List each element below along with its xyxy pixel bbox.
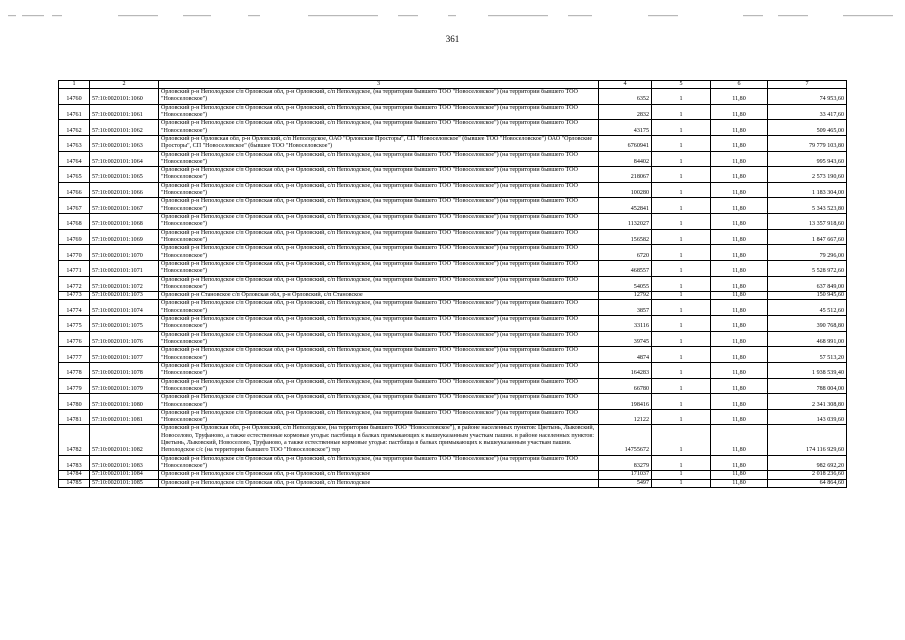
rate-cell: 11,80 <box>711 198 768 214</box>
table-row <box>59 214 847 230</box>
area-cell: 218067 <box>599 167 652 183</box>
quantity-cell: 1 <box>652 316 711 332</box>
cadastral-number-cell: 57:10:0020101:1069 <box>90 229 159 245</box>
table-row <box>59 394 847 410</box>
total-value-cell: 1 183 304,00 <box>768 182 847 198</box>
rate-cell: 11,80 <box>711 292 768 300</box>
total-value-cell: 64 864,60 <box>768 479 847 487</box>
table-row <box>59 229 847 245</box>
total-value-cell: 79 296,00 <box>768 245 847 261</box>
row-number-cell: 14773 <box>59 292 90 300</box>
row-number-cell: 14774 <box>59 300 90 316</box>
address-cell: Орловский р-н Неполодское с/п Орловская обл, р-н Орловский, с/п Неполодское, (на территории бывшего ТОО "Новоселовское") (на территории бывшего ТОО "Новоселовское") <box>159 394 599 410</box>
rate-cell: 11,80 <box>711 245 768 261</box>
column-header: 1 <box>59 81 90 89</box>
rate-cell: 11,80 <box>711 378 768 394</box>
total-value-cell: 13 357 918,60 <box>768 214 847 230</box>
area-cell: 83279 <box>599 455 652 471</box>
cadastral-number-cell: 57:10:0020101:1070 <box>90 245 159 261</box>
rate-cell: 11,80 <box>711 260 768 276</box>
address-cell: Орловский р-н Неполодское с/п Орловская обл, р-н Орловский, с/п Неполодское, (на территории бывшего ТОО "Новоселовское") (на территории бывшего ТОО "Новоселовское") <box>159 316 599 332</box>
address-cell: Орловский р-н Неполодское с/п Орловская обл, р-н Орловский, с/п Неполодское, (на территории бывшего ТОО "Новоселовское") (на территории бывшего ТОО "Новоселовское") <box>159 260 599 276</box>
table-row <box>59 167 847 183</box>
table-row <box>59 316 847 332</box>
row-number-cell: 14785 <box>59 479 90 487</box>
rate-cell: 11,80 <box>711 182 768 198</box>
quantity-cell: 1 <box>652 214 711 230</box>
row-number-cell: 14772 <box>59 276 90 292</box>
area-cell: 156582 <box>599 229 652 245</box>
row-number-cell: 14776 <box>59 331 90 347</box>
row-number-cell: 14768 <box>59 214 90 230</box>
total-value-cell: 143 039,60 <box>768 409 847 425</box>
address-cell: Орловский р-н Неполодское с/п Орловская обл, р-н Орловский, с/п Неполодское, (на территории бывшего ТОО "Новоселовское") (на территории бывшего ТОО "Новоселовское") <box>159 245 599 261</box>
rate-cell: 11,80 <box>711 394 768 410</box>
total-value-cell: 995 943,60 <box>768 151 847 167</box>
total-value-cell: 2 573 190,60 <box>768 167 847 183</box>
area-cell: 6760941 <box>599 135 652 151</box>
cadastral-number-cell: 57:10:0020101:1082 <box>90 425 159 455</box>
table-row <box>59 120 847 136</box>
table-body <box>59 89 847 488</box>
table-row <box>59 182 847 198</box>
address-cell: Орловский р-н Орловская обл, р-н Орловский, с/п Неполодское, (на территории бывшего ТОО "Новоселовское"), в районе населенных пунктов: Цветынь, Лыковский, Новоселово, Труфаново, а также естественные кормовые угодья: пастбища в балках примыкающих к вышеуказанным участкам пашни. в районе населенных пунктов: Цветынь, Лыковский, Новоселово, Труфаново, а также естественные кормовые угодья: пастбища в балках примыкающих к вышеуказанным участкам пашни. Неполодское с/с (на территории бывшего ТОО "Новоселовское") тер <box>159 425 599 455</box>
address-cell: Орловский р-н Неполодское с/п Орловская обл, р-н Орловский, с/п Неполодское, (на территории бывшего ТОО "Новоселовское") (на территории бывшего ТОО "Новоселовское") <box>159 229 599 245</box>
quantity-cell: 1 <box>652 425 711 455</box>
row-number-cell: 14778 <box>59 362 90 378</box>
cadastral-number-cell: 57:10:0020101:1062 <box>90 120 159 136</box>
column-header: 6 <box>711 81 768 89</box>
rate-cell: 11,80 <box>711 455 768 471</box>
rate-cell: 11,80 <box>711 167 768 183</box>
address-cell: Орловский р-н Становское с/п Орловская обл, р-н Орловский, с/п Становское <box>159 292 599 300</box>
total-value-cell: 468 991,00 <box>768 331 847 347</box>
row-number-cell: 14771 <box>59 260 90 276</box>
rate-cell: 11,80 <box>711 120 768 136</box>
area-cell: 12122 <box>599 409 652 425</box>
quantity-cell: 1 <box>652 347 711 363</box>
area-cell: 468557 <box>599 260 652 276</box>
page-number: 361 <box>445 34 460 44</box>
total-value-cell: 2 341 308,80 <box>768 394 847 410</box>
address-cell: Орловский р-н Неполодское с/п Орловская обл, р-н Орловский, с/п Неполодское, (на территории бывшего ТОО "Новоселовское") (на территории бывшего ТОО "Новоселовское") <box>159 104 599 120</box>
cadastral-number-cell: 57:10:0020101:1083 <box>90 455 159 471</box>
total-value-cell: 45 512,60 <box>768 300 847 316</box>
address-cell: Орловский р-н Неполодское с/п Орловская обл, р-н Орловский, с/п Неполодское, (на территории бывшего ТОО "Новоселовское") (на территории бывшего ТОО "Новоселовское") <box>159 378 599 394</box>
address-cell: Орловский р-н Неполодское с/п Орловская обл, р-н Орловский, с/п Неполодское <box>159 479 599 487</box>
rate-cell: 11,80 <box>711 479 768 487</box>
row-number-cell: 14775 <box>59 316 90 332</box>
cadastral-number-cell: 57:10:0020101:1064 <box>90 151 159 167</box>
cadastral-number-cell: 57:10:0020101:1080 <box>90 394 159 410</box>
area-cell: 84402 <box>599 151 652 167</box>
address-cell: Орловский р-н Неполодское с/п Орловская обл, р-н Орловский, с/п Неполодское, (на территории бывшего ТОО "Новоселовское") (на территории бывшего ТОО "Новоселовское") <box>159 276 599 292</box>
quantity-cell: 1 <box>652 409 711 425</box>
address-cell: Орловский р-н Неполодское с/п Орловская обл, р-н Орловский, с/п Неполодское, (на территории бывшего ТОО "Новоселовское") (на территории бывшего ТОО "Новоселовское") <box>159 167 599 183</box>
rate-cell: 11,80 <box>711 471 768 479</box>
row-number-cell: 14760 <box>59 89 90 105</box>
row-number-cell: 14763 <box>59 135 90 151</box>
area-cell: 1132027 <box>599 214 652 230</box>
table-row <box>59 276 847 292</box>
cadastral-number-cell: 57:10:0020101:1068 <box>90 214 159 230</box>
row-number-cell: 14761 <box>59 104 90 120</box>
quantity-cell: 1 <box>652 89 711 105</box>
row-number-cell: 14769 <box>59 229 90 245</box>
cadastral-number-cell: 57:10:0020101:1077 <box>90 347 159 363</box>
address-cell: Орловский р-н Неполодское с/п Орловская обл, р-н Орловский, с/п Неполодское, (на территории бывшего ТОО "Новоселовское") (на территории бывшего ТОО "Новоселовское") <box>159 331 599 347</box>
area-cell: 39745 <box>599 331 652 347</box>
cadastral-number-cell: 57:10:0020101:1071 <box>90 260 159 276</box>
table-row <box>59 362 847 378</box>
address-cell: Орловский р-н Неполодское с/п Орловская обл, р-н Орловский, с/п Неполодское, (на территории бывшего ТОО "Новоселовское") (на территории бывшего ТОО "Новоселовское") <box>159 120 599 136</box>
cadastral-number-cell: 57:10:0020101:1085 <box>90 479 159 487</box>
total-value-cell: 2 018 236,60 <box>768 471 847 479</box>
row-number-cell: 14781 <box>59 409 90 425</box>
area-cell: 3857 <box>599 300 652 316</box>
address-cell: Орловский р-н Неполодское с/п Орловская обл, р-н Орловский, с/п Неполодское, (на территории бывшего ТОО "Новоселовское") (на территории бывшего ТОО "Новоселовское") <box>159 362 599 378</box>
area-cell: 6720 <box>599 245 652 261</box>
table-row <box>59 378 847 394</box>
table-row <box>59 455 847 471</box>
row-number-cell: 14784 <box>59 471 90 479</box>
row-number-cell: 14770 <box>59 245 90 261</box>
quantity-cell: 1 <box>652 479 711 487</box>
row-number-cell: 14782 <box>59 425 90 455</box>
total-value-cell: 5 528 972,60 <box>768 260 847 276</box>
total-value-cell: 1 847 667,60 <box>768 229 847 245</box>
rate-cell: 11,80 <box>711 104 768 120</box>
area-cell: 2832 <box>599 104 652 120</box>
area-cell: 4874 <box>599 347 652 363</box>
quantity-cell: 1 <box>652 471 711 479</box>
quantity-cell: 1 <box>652 120 711 136</box>
table-row <box>59 198 847 214</box>
quantity-cell: 1 <box>652 245 711 261</box>
table-row <box>59 331 847 347</box>
quantity-cell: 1 <box>652 331 711 347</box>
table-row <box>59 471 847 479</box>
column-header: 4 <box>599 81 652 89</box>
total-value-cell: 5 343 523,80 <box>768 198 847 214</box>
rate-cell: 11,80 <box>711 362 768 378</box>
address-cell: Орловский р-н Неполодское с/п Орловская обл, р-н Орловский, с/п Неполодское, (на территории бывшего ТОО "Новоселовское") (на территории бывшего ТОО "Новоселовское") <box>159 151 599 167</box>
row-number-cell: 14764 <box>59 151 90 167</box>
address-cell: Орловский р-н Неполодское с/п Орловская обл, р-н Орловский, с/п Неполодское, (на территории бывшего ТОО "Новоселовское") (на территории бывшего ТОО "Новоселовское") <box>159 214 599 230</box>
row-number-cell: 14780 <box>59 394 90 410</box>
area-cell: 14755672 <box>599 425 652 455</box>
area-cell: 198416 <box>599 394 652 410</box>
quantity-cell: 1 <box>652 151 711 167</box>
rate-cell: 11,80 <box>711 347 768 363</box>
area-cell: 5497 <box>599 479 652 487</box>
quantity-cell: 1 <box>652 378 711 394</box>
quantity-cell: 1 <box>652 167 711 183</box>
address-cell: Орловский р-н Неполодское с/п Орловская обл, р-н Орловский, с/п Неполодское, (на территории бывшего ТОО "Новоселовское") (на территории бывшего ТОО "Новоселовское") <box>159 300 599 316</box>
quantity-cell: 1 <box>652 362 711 378</box>
row-number-cell: 14762 <box>59 120 90 136</box>
rate-cell: 11,80 <box>711 276 768 292</box>
quantity-cell: 1 <box>652 292 711 300</box>
cadastral-number-cell: 57:10:0020101:1076 <box>90 331 159 347</box>
area-cell: 33116 <box>599 316 652 332</box>
table-row <box>59 347 847 363</box>
table-row <box>59 245 847 261</box>
cadastral-number-cell: 57:10:0020101:1061 <box>90 104 159 120</box>
row-number-cell: 14777 <box>59 347 90 363</box>
table-row <box>59 479 847 487</box>
cadastral-number-cell: 57:10:0020101:1073 <box>90 292 159 300</box>
quantity-cell: 1 <box>652 182 711 198</box>
rate-cell: 11,80 <box>711 135 768 151</box>
address-cell: Орловский р-н Неполодское с/п Орловская обл, р-н Орловский, с/п Неполодское, (на территории бывшего ТОО "Новоселовское") (на территории бывшего ТОО "Новоселовское") <box>159 455 599 471</box>
quantity-cell: 1 <box>652 260 711 276</box>
total-value-cell: 982 692,20 <box>768 455 847 471</box>
cadastral-number-cell: 57:10:0020101:1066 <box>90 182 159 198</box>
area-cell: 100280 <box>599 182 652 198</box>
table-row <box>59 292 847 300</box>
row-number-cell: 14765 <box>59 167 90 183</box>
area-cell: 6352 <box>599 89 652 105</box>
table-row <box>59 425 847 455</box>
table-row <box>59 260 847 276</box>
rate-cell: 11,80 <box>711 214 768 230</box>
area-cell: 54055 <box>599 276 652 292</box>
table-row <box>59 104 847 120</box>
total-value-cell: 637 849,00 <box>768 276 847 292</box>
cadastral-number-cell: 57:10:0020101:1060 <box>90 89 159 105</box>
table-row <box>59 89 847 105</box>
quantity-cell: 1 <box>652 229 711 245</box>
total-value-cell: 57 513,20 <box>768 347 847 363</box>
address-cell: Орловский р-н Неполодское с/п Орловская обл, р-н Орловский, с/п Неполодское, (на территории бывшего ТОО "Новоселовское") (на территории бывшего ТОО "Новоселовское") <box>159 89 599 105</box>
area-cell: 12792 <box>599 292 652 300</box>
total-value-cell: 509 465,00 <box>768 120 847 136</box>
area-cell: 164283 <box>599 362 652 378</box>
quantity-cell: 1 <box>652 394 711 410</box>
quantity-cell: 1 <box>652 104 711 120</box>
quantity-cell: 1 <box>652 198 711 214</box>
cadastral-number-cell: 57:10:0020101:1079 <box>90 378 159 394</box>
address-cell: Орловский р-н Неполодское с/п Орловская обл, р-н Орловский, с/п Неполодское, (на территории бывшего ТОО "Новоселовское") (на территории бывшего ТОО "Новоселовское") <box>159 409 599 425</box>
table-row <box>59 300 847 316</box>
quantity-cell: 1 <box>652 135 711 151</box>
column-header: 2 <box>90 81 159 89</box>
total-value-cell: 1 938 539,40 <box>768 362 847 378</box>
land-plot-register-table <box>58 80 847 488</box>
total-value-cell: 74 953,60 <box>768 89 847 105</box>
table-row <box>59 135 847 151</box>
total-value-cell: 390 768,80 <box>768 316 847 332</box>
cadastral-number-cell: 57:10:0020101:1067 <box>90 198 159 214</box>
cadastral-number-cell: 57:10:0020101:1065 <box>90 167 159 183</box>
rate-cell: 11,80 <box>711 229 768 245</box>
rate-cell: 11,80 <box>711 409 768 425</box>
row-number-cell: 14767 <box>59 198 90 214</box>
quantity-cell: 1 <box>652 276 711 292</box>
table-header-row <box>59 81 847 89</box>
table-row <box>59 151 847 167</box>
total-value-cell: 174 116 929,60 <box>768 425 847 455</box>
rate-cell: 11,80 <box>711 331 768 347</box>
area-cell: 66780 <box>599 378 652 394</box>
column-header: 5 <box>652 81 711 89</box>
rate-cell: 11,80 <box>711 89 768 105</box>
address-cell: Орловский р-н Неполодское с/п Орловская обл, р-н Орловский, с/п Неполодское, (на территории бывшего ТОО "Новоселовское") (на территории бывшего ТОО "Новоселовское") <box>159 347 599 363</box>
row-number-cell: 14779 <box>59 378 90 394</box>
table-row <box>59 409 847 425</box>
address-cell: Орловский р-н Неполодское с/п Орловская обл, р-н Орловский, с/п Неполодское <box>159 471 599 479</box>
column-header: 7 <box>768 81 847 89</box>
quantity-cell: 1 <box>652 455 711 471</box>
row-number-cell: 14783 <box>59 455 90 471</box>
address-cell: Орловский р-н Неполодское с/п Орловская обл, р-н Орловский, с/п Неполодское, (на территории бывшего ТОО "Новоселовское") (на территории бывшего ТОО "Новоселовское") <box>159 182 599 198</box>
address-cell: Орловский р-н Неполодское с/п Орловская обл, р-н Орловский, с/п Неполодское, (на территории бывшего ТОО "Новоселовское") (на территории бывшего ТОО "Новоселовское") <box>159 198 599 214</box>
cadastral-number-cell: 57:10:0020101:1075 <box>90 316 159 332</box>
address-cell: Орловский р-н Орловская обл, р-н Орловский, с/п Неполодское, ОАО "Орловские Просторы", СП "Новоселовское" (бывшее ТОО "Новоселовское") ОАО "Орловские Просторы", СП "Новоселовское" (бывшее ТОО "Новоселовское") <box>159 135 599 151</box>
area-cell: 171037 <box>599 471 652 479</box>
rate-cell: 11,80 <box>711 300 768 316</box>
cadastral-number-cell: 57:10:0020101:1072 <box>90 276 159 292</box>
rate-cell: 11,80 <box>711 425 768 455</box>
cadastral-number-cell: 57:10:0020101:1081 <box>90 409 159 425</box>
total-value-cell: 33 417,60 <box>768 104 847 120</box>
cadastral-number-cell: 57:10:0020101:1063 <box>90 135 159 151</box>
area-cell: 43175 <box>599 120 652 136</box>
cadastral-number-cell: 57:10:0020101:1084 <box>90 471 159 479</box>
quantity-cell: 1 <box>652 300 711 316</box>
column-header: 3 <box>159 81 599 89</box>
total-value-cell: 788 004,00 <box>768 378 847 394</box>
rate-cell: 11,80 <box>711 151 768 167</box>
cadastral-number-cell: 57:10:0020101:1074 <box>90 300 159 316</box>
cadastral-number-cell: 57:10:0020101:1078 <box>90 362 159 378</box>
total-value-cell: 79 779 103,80 <box>768 135 847 151</box>
area-cell: 452841 <box>599 198 652 214</box>
row-number-cell: 14766 <box>59 182 90 198</box>
rate-cell: 11,80 <box>711 316 768 332</box>
scan-header-noise <box>8 13 897 19</box>
total-value-cell: 150 945,60 <box>768 292 847 300</box>
